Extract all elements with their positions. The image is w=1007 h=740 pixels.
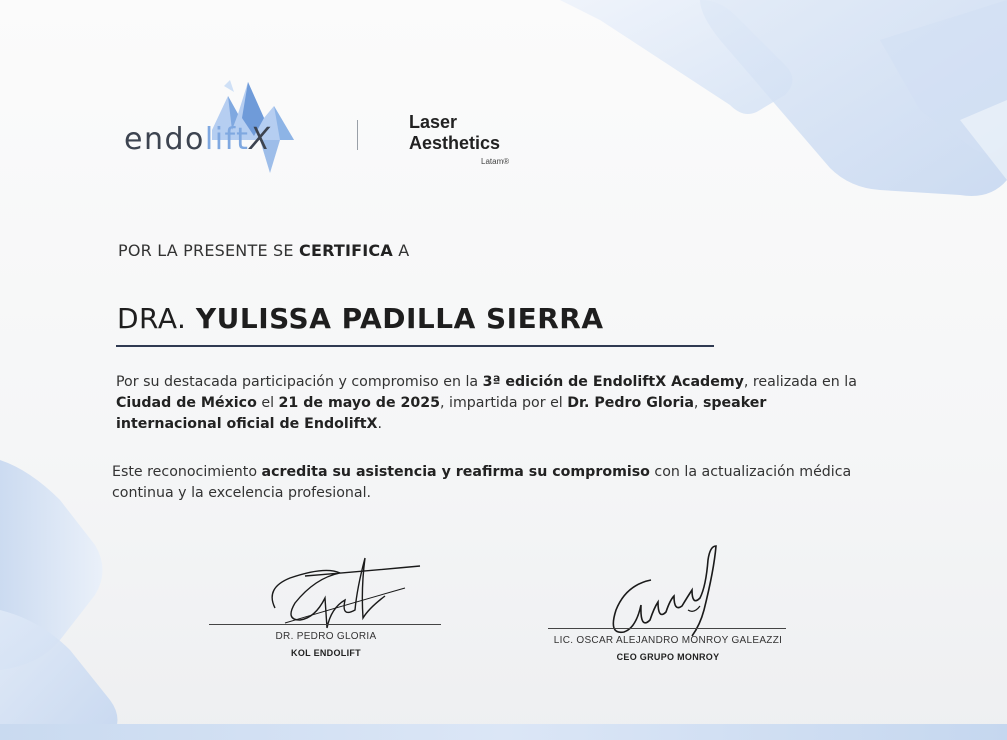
logo-divider bbox=[357, 120, 358, 150]
endoliftx-logo bbox=[124, 78, 324, 173]
endoliftx-wordmark: endoliftX bbox=[124, 122, 272, 157]
signer-1-role: KOL ENDOLIFT bbox=[291, 648, 361, 658]
recipient-name: DRA. YULISSA PADILLA SIERRA bbox=[117, 302, 604, 335]
participation-paragraph: Por su destacada participación y compromiso en la 3ª edición de EndoliftX Academy, realizada en la Ciudad de México el 21 de mayo de 2025, impartida por el Dr. Pedro Gloria, speaker internacional oficial de EndoliftX. bbox=[116, 374, 857, 432]
signature-line-1 bbox=[209, 624, 441, 625]
signer-1-name: DR. PEDRO GLORIA bbox=[275, 631, 377, 642]
signer-2-name: LIC. OSCAR ALEJANDRO MONROY GALEAZZI bbox=[553, 635, 783, 646]
name-underline bbox=[116, 345, 714, 347]
signer-2-role: CEO GRUPO MONROY bbox=[616, 652, 720, 662]
laser-aesthetics-logo: Laser Aesthetics bbox=[409, 112, 501, 153]
bottom-band bbox=[0, 724, 1007, 740]
recognition-paragraph: Este reconocimiento acredita su asistencia y reafirma su compromiso con la actualización médica continua y la excelencia profesional. bbox=[112, 464, 852, 501]
certify-heading: POR LA PRESENTE SE CERTIFICA A bbox=[118, 241, 410, 260]
signature-oscar-monroy bbox=[596, 540, 736, 650]
signature-line-2 bbox=[548, 628, 786, 629]
latam-label: Latam® bbox=[481, 157, 510, 166]
